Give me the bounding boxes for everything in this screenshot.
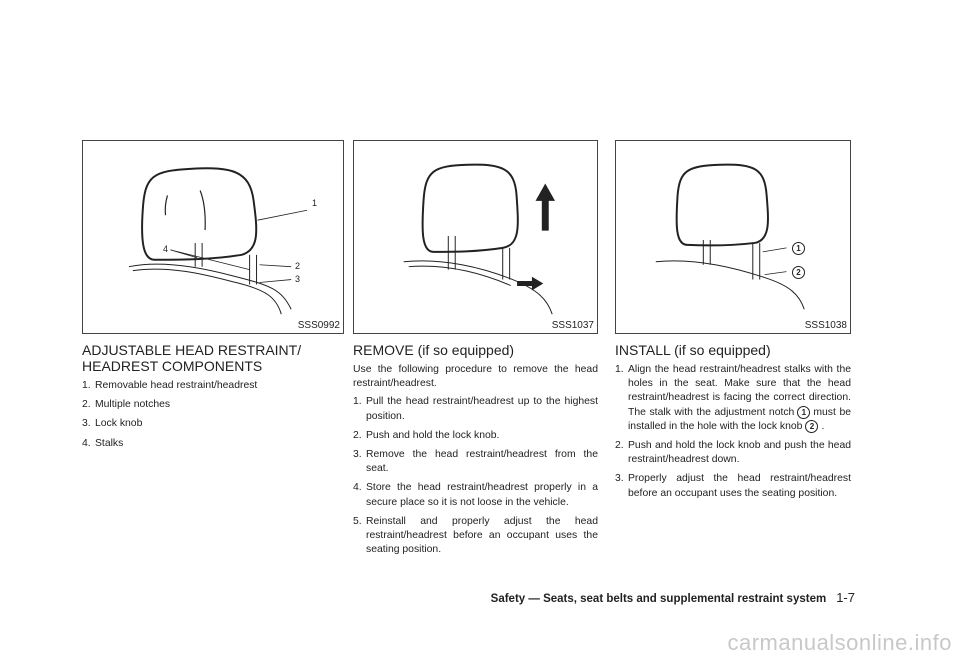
text-part: must be installed in the hole with the lock knob <box>628 406 851 432</box>
section-heading: INSTALL (if so equipped) <box>615 342 771 358</box>
text-part: . <box>821 420 825 432</box>
list-item <box>615 363 851 434</box>
section-heading: REMOVE (if so equipped) <box>353 342 515 358</box>
item-text: Multiple notches <box>95 399 171 411</box>
intro-text: Use the following procedure to remove the head restraint/headrest. <box>353 364 598 390</box>
item-number: 3. <box>353 449 362 461</box>
item-text: Store the head restraint/headrest properly in a secure place so it is not loose in the vehicle. <box>366 482 598 508</box>
callout-ref-1: 1 <box>797 406 810 419</box>
item-number: 4. <box>82 437 91 449</box>
headrest-removal-illustration <box>354 141 597 333</box>
item-text: Remove the head restraint/headrest from the seat. <box>366 449 598 475</box>
callout-2: 2 <box>295 261 301 271</box>
figure-code: SSS0992 <box>297 320 340 331</box>
text-part: Align the head restraint/headrest stalks with the holes in the seat. Make sure that the head restraint/headrest is facing the correct direction. The stalk with the adjustment notch <box>628 364 851 418</box>
item-text: Removable head restraint/headrest <box>95 380 258 391</box>
item-number: 3. <box>615 473 624 485</box>
list-item <box>82 417 318 431</box>
item-number: 2. <box>353 429 362 441</box>
figure-install <box>615 140 851 334</box>
list-item <box>82 379 318 393</box>
figure-code: SSS1038 <box>804 320 847 331</box>
callout-3: 3 <box>295 274 301 284</box>
item-text: Properly adjust the head restraint/headrest before an occupant uses the seating position. <box>628 473 851 499</box>
section-remove <box>353 342 598 562</box>
callout-2: 2 <box>792 266 805 279</box>
list-item <box>353 515 598 558</box>
figure-remove <box>353 140 598 334</box>
item-text: Pull the head restraint/headrest up to the highest position. <box>366 396 598 422</box>
item-number: 5. <box>353 515 362 527</box>
callout-1: 1 <box>312 198 318 208</box>
item-number: 2. <box>82 399 91 411</box>
item-number: 1. <box>82 380 91 391</box>
item-text: Reinstall and properly adjust the head restraint/headrest before an occupant uses the seating position. <box>366 515 598 556</box>
section-install <box>615 342 851 506</box>
figure-headrest-components <box>82 140 344 334</box>
list-item <box>353 448 598 476</box>
list-item <box>615 439 851 467</box>
item-number: 1. <box>353 396 362 408</box>
page-footer <box>491 590 855 605</box>
item-number: 2. <box>615 440 624 452</box>
item-text <box>628 363 851 434</box>
item-text: Push and hold the lock knob and push the head restraint/headrest down. <box>628 440 851 466</box>
list-item <box>82 398 318 412</box>
list-item <box>353 395 598 423</box>
item-text: Stalks <box>95 437 124 449</box>
section-heading: ADJUSTABLE HEAD RESTRAINT/ HEADREST COMPONENTS <box>82 342 302 374</box>
item-text: Lock knob <box>95 418 143 430</box>
item-number: 3. <box>82 418 91 430</box>
list-item <box>82 437 318 451</box>
watermark: carmanualsonline.info <box>727 630 952 655</box>
page-number: 1-7 <box>836 590 855 605</box>
item-number: 4. <box>353 482 362 494</box>
item-number: 1. <box>615 364 624 375</box>
headrest-install-illustration <box>616 141 850 333</box>
list-item <box>353 429 598 443</box>
headrest-illustration <box>83 141 343 333</box>
list-item <box>353 481 598 509</box>
callout-4: 4 <box>163 244 169 254</box>
callout-ref-2: 2 <box>805 420 818 433</box>
figure-code: SSS1037 <box>551 320 594 331</box>
callout-1: 1 <box>792 242 805 255</box>
footer-chapter: Safety — Seats, seat belts and supplemental restraint system <box>490 593 827 605</box>
item-text: Push and hold the lock knob. <box>366 429 500 441</box>
list-item <box>615 472 851 500</box>
section-components <box>82 342 318 456</box>
